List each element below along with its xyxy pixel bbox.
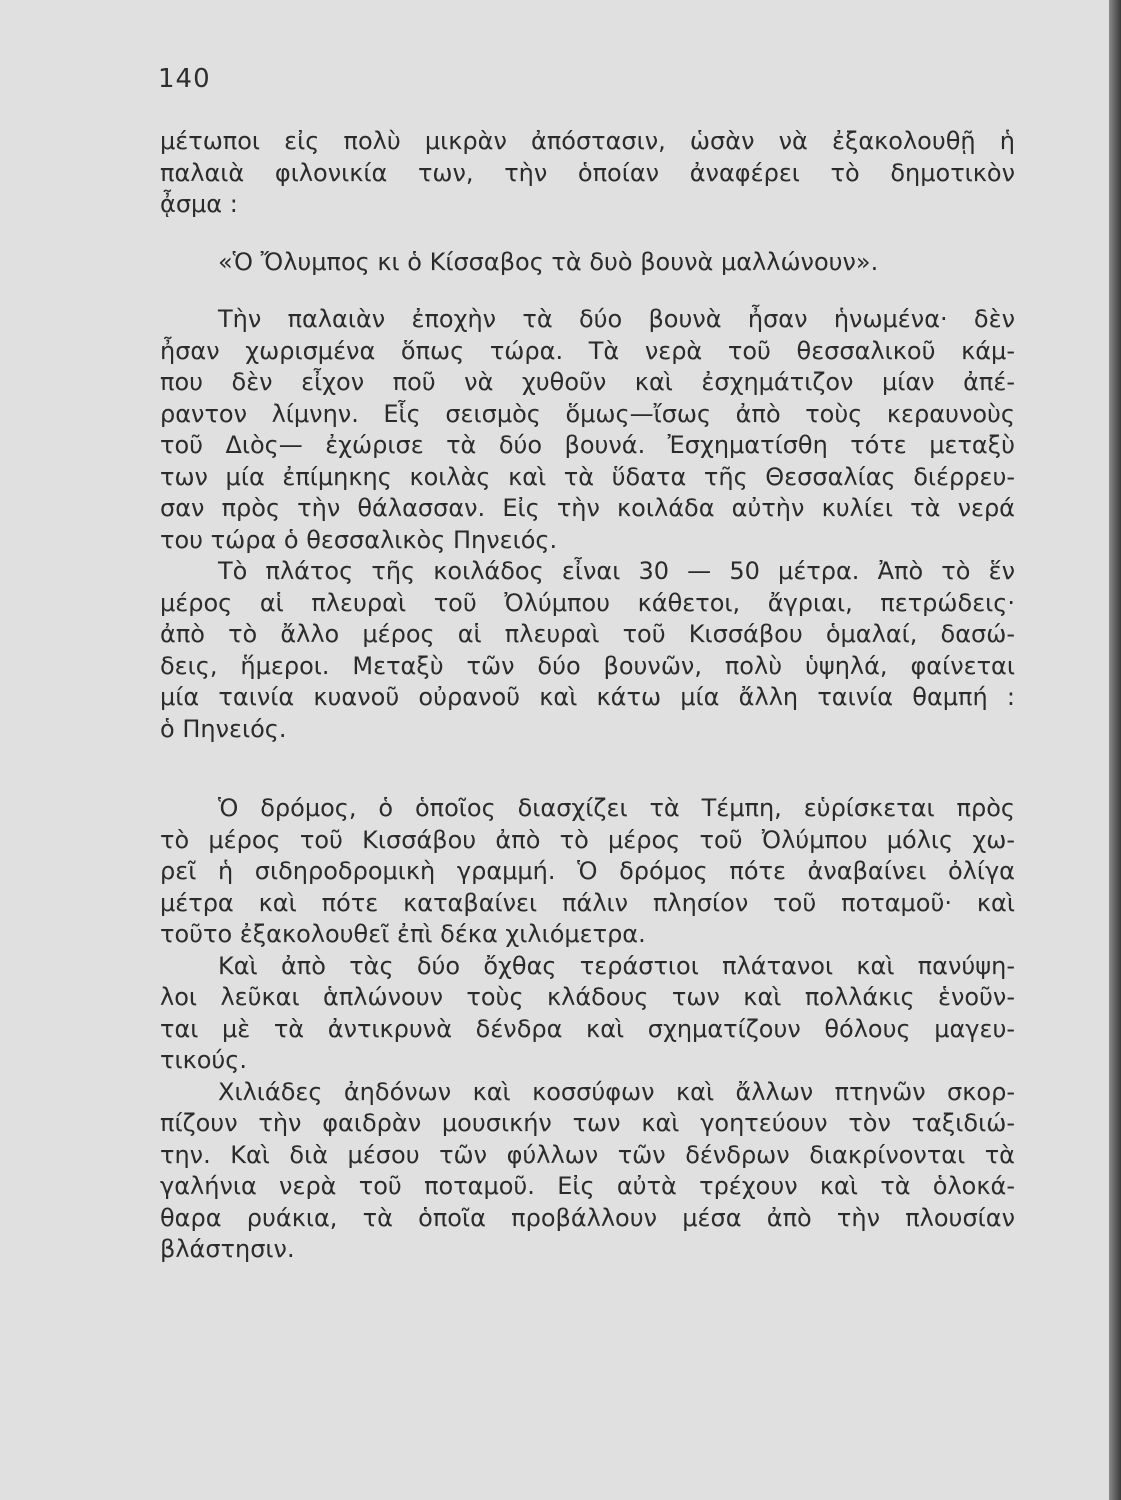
text-line: μέρος αἱ πλευραὶ τοῦ Ὀλύμπου κάθετοι, ἄγριαι, πετρώδεις· xyxy=(160,588,1015,617)
text-line: Καὶ ἀπὸ τὰς δύο ὄχθας τεράστιοι πλάτανοι καὶ πανύψη- xyxy=(218,951,1015,980)
text-line: τοῦτο ἐξακολουθεῖ ἐπὶ δέκα χιλιόμετρα. xyxy=(160,920,646,948)
text-line: θαρα ρυάκια, τὰ ὁποῖα προβάλλουν μέσα ἀπὸ τὴν πλουσίαν xyxy=(160,1203,1015,1232)
text-line: Ὁ δρόμος, ὁ ὁποῖος διασχίζει τὰ Τέμπη, εὑρίσκεται πρὸς xyxy=(218,794,1015,822)
text-line: την. Καὶ διὰ μέσου τῶν φύλλων τῶν δένδρων διακρίνονται τὰ xyxy=(160,1140,1015,1169)
text-line: παλαιὰ φιλονικία των, τὴν ὁποίαν ἀναφέρει τὸ δημοτικὸν xyxy=(160,158,1015,187)
text-line: γαλήνια νερὰ τοῦ ποταμοῦ. Εἰς αὐτὰ τρέχουν καὶ τὰ ὁλοκά- xyxy=(160,1172,1015,1200)
text-line: δεις, ἥμεροι. Μεταξὺ τῶν δύο βουνῶν, πολὺ ὑψηλά, φαίνεται xyxy=(160,651,1015,680)
text-line: ται μὲ τὰ ἀντικρυνὰ δένδρα καὶ σχηματίζουν θόλους μαγευ- xyxy=(160,1014,1015,1043)
text-line: που δὲν εἶχον ποῦ νὰ χυθοῦν καὶ ἐσχημάτιζον μίαν ἀπέ- xyxy=(160,368,1015,396)
text-line: σαν πρὸς τὴν θάλασσαν. Εἰς τὴν κοιλάδα αὐτὴν κυλίει τὰ νερά xyxy=(160,494,1015,522)
text-line: βλάστησιν. xyxy=(160,1235,295,1263)
quoted-verse: «Ὁ Ὄλυμπος κι ὁ Κίσσαβος τὰ δυὸ βουνὰ μαλλώνουν». xyxy=(218,247,879,276)
text-line: τικούς. xyxy=(160,1046,247,1074)
text-line: ᾆσμα : xyxy=(160,190,238,218)
text-line: ἦσαν χωρισμένα ὅπως τώρα. Τὰ νερὰ τοῦ θεσσαλικοῦ κάμ- xyxy=(160,336,1015,365)
body-text xyxy=(160,126,1015,1266)
text-line: μέτωποι εἰς πολὺ μικρὰν ἀπόστασιν, ὡσὰν νὰ ἐξακολουθῇ ἡ xyxy=(160,127,1015,155)
text-line: ραντον λίμνην. Εἷς σεισμὸς ὅμως—ἴσως ἀπὸ τοὺς κεραυνοὺς xyxy=(160,399,1015,428)
text-line: ἀπὸ τὸ ἄλλο μέρος αἱ πλευραὶ τοῦ Κισσάβου ὁμαλαί, δασώ- xyxy=(160,620,1015,648)
text-line: ρεῖ ἡ σιδηροδρομικὴ γραμμή. Ὁ δρόμος πότε ἀναβαίνει ὀλίγα xyxy=(160,857,1015,885)
text-line: Τὴν παλαιὰν ἐποχὴν τὰ δύο βουνὰ ἦσαν ἡνωμένα· δὲν xyxy=(218,305,1015,333)
text-line: του τώρα ὁ θεσσαλικὸς Πηνειός. xyxy=(160,525,558,554)
text-line: Τὸ πλάτος τῆς κοιλάδος εἶναι 30 — 50 μέτρα. Ἀπὸ τὸ ἕν xyxy=(218,557,1015,585)
text-line: ὁ Πηνειός. xyxy=(160,714,287,743)
text-line: των μία ἐπίμηκης κοιλὰς καὶ τὰ ὕδατα τῆς Θεσσαλίας διέρρευ- xyxy=(160,462,1015,491)
text-line: τοῦ Διὸς— ἐχώρισε τὰ δύο βουνά. Ἐσχηματίσθη τότε μεταξὺ xyxy=(160,431,1015,459)
text-line: λοι λεῦκαι ἁπλώνουν τοὺς κλάδους των καὶ πολλάκις ἑνοῦν- xyxy=(160,983,1015,1011)
text-line: Χιλιάδες ἀηδόνων καὶ κοσσύφων καὶ ἄλλων πτηνῶν σκορ- xyxy=(218,1077,1015,1106)
page-binding-edge xyxy=(1109,0,1121,1500)
page-number: 140 xyxy=(158,64,211,94)
text-line: μέτρα καὶ πότε καταβαίνει πάλιν πλησίον τοῦ ποταμοῦ· καὶ xyxy=(160,888,1015,917)
text-line: μία ταινία κυανοῦ οὐρανοῦ καὶ κάτω μία ἄλλη ταινία θαμπή : xyxy=(160,683,1015,711)
text-line: πίζουν τὴν φαιδρὰν μουσικήν των καὶ γοητεύουν τὸν ταξιδιώ- xyxy=(160,1109,1015,1137)
text-line: τὸ μέρος τοῦ Κισσάβου ἀπὸ τὸ μέρος τοῦ Ὀλύμπου μόλις χω- xyxy=(160,825,1015,854)
